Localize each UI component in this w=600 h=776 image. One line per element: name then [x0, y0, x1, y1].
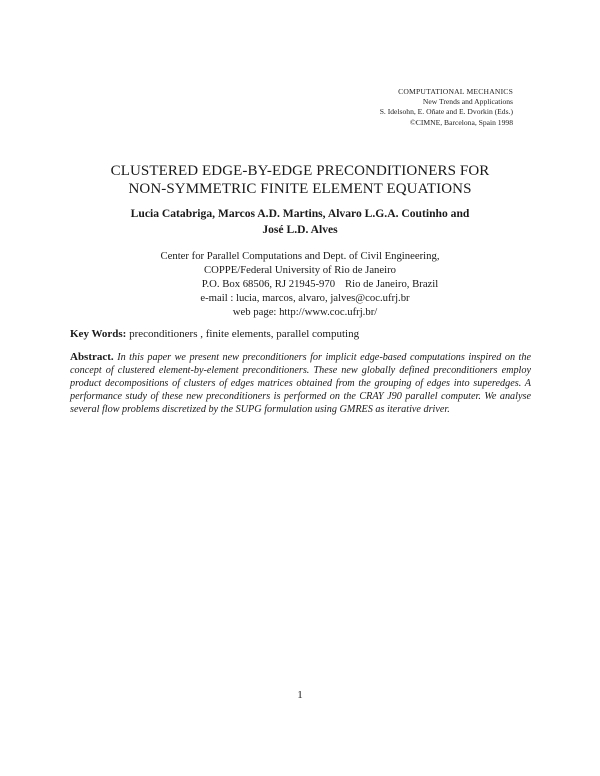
- editors: S. Idelsohn, E. Oñate and E. Dvorkin (Eds.): [379, 107, 513, 117]
- postal-address: P.O. Box 68506, RJ 21945-970: [201, 278, 336, 290]
- abstract-text: In this paper we present new preconditioners for implicit edge-based computations inspired on the concept of clustered element-by-element preconditioners. These new globally defined preconditioners employ product decompositions of clusters of edges matrices obtained from the grouping of edges into superedges. A performance study of these new preconditioners is performed on the CRAY J90 parallel computer. We analyse several flow problems discretized by the SUPG formulation using GMRES as iterative driver.: [70, 352, 531, 415]
- authors: [70, 206, 530, 237]
- web-page-line: web page: http://www.coc.ufrj.br/: [232, 306, 378, 318]
- authors-line-1: Lucia Catabriga, Marcos A.D. Martins, Alvaro L.G.A. Coutinho and: [130, 207, 470, 220]
- venue-subtitle: New Trends and Applications: [422, 97, 513, 107]
- page-number: 1: [297, 689, 303, 701]
- title-line-1: CLUSTERED EDGE-BY-EDGE PRECONDITIONERS FOR: [110, 163, 490, 179]
- keywords-label: Key Words:: [70, 328, 127, 340]
- copyright: ©CIMNE, Barcelona, Spain 1998: [410, 117, 513, 127]
- title-line-2: NON-SYMMETRIC FINITE ELEMENT EQUATIONS: [128, 180, 472, 197]
- abstract: [70, 351, 531, 417]
- conference-header: [380, 87, 513, 128]
- affiliation-line-2: COPPE/Federal University of Rio de Janeiro: [203, 264, 397, 276]
- email-line: e-mail : lucia, marcos, alvaro, jalves@coc.ufrj.br: [200, 292, 410, 304]
- keywords-text: preconditioners , finite elements, parallel computing: [129, 328, 360, 340]
- authors-line-2: José L.D. Alves: [262, 222, 338, 236]
- venue-name: COMPUTATIONAL MECHANICS: [398, 87, 513, 96]
- abstract-label: Abstract.: [70, 351, 114, 363]
- paper-title: [60, 163, 540, 198]
- affiliation-line-1: Center for Parallel Computations and Dept. of Civil Engineering,: [160, 250, 440, 262]
- keywords: [70, 327, 530, 341]
- affiliation-address: [0, 277, 600, 291]
- affiliation: [0, 249, 600, 319]
- city: Rio de Janeiro, Brazil: [345, 278, 439, 290]
